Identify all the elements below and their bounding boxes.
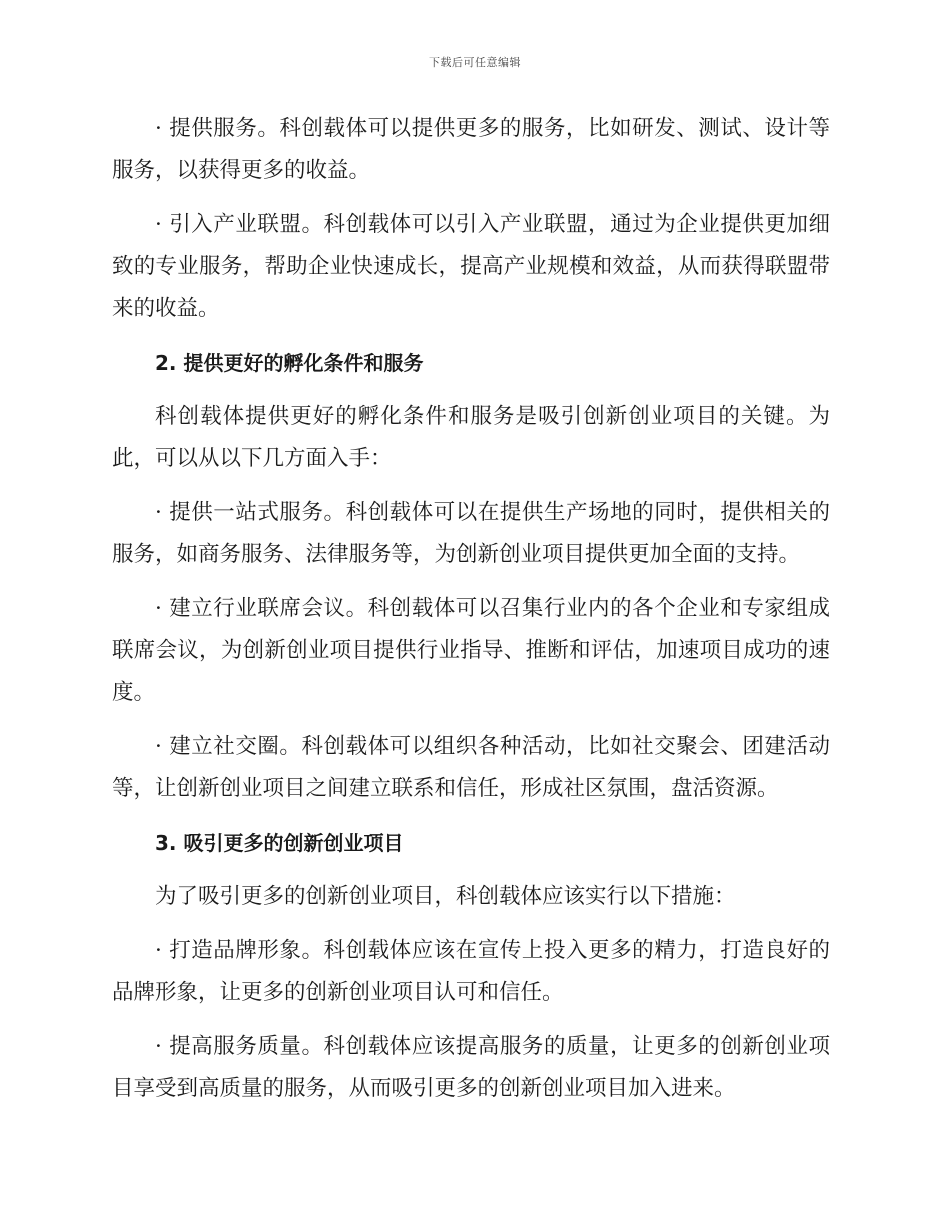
paragraph-brand-image: · 打造品牌形象。科创载体应该在宣传上投入更多的精力，打造良好的品牌形象，让更多的创新创业项目认可和信任。: [112, 938, 830, 1005]
paragraph-industry-alliance: · 引入产业联盟。科创载体可以引入产业联盟，通过为企业提供更加细致的专业服务，帮助企业快速成长，提高产业规模和效益，从而获得联盟带来的收益。: [112, 212, 830, 321]
document-body: [112, 108, 830, 1122]
page-header: 下载后可任意编辑: [429, 56, 521, 69]
paragraph-joint-conference: · 建立行业联席会议。科创载体可以召集行业内的各个企业和专家组成联席会议，为创新创业项目提供行业指导、推断和评估，加速项目成功的速度。: [112, 596, 830, 705]
paragraph-one-stop-service: · 提供一站式服务。科创载体可以在提供生产场地的同时，提供相关的服务，如商务服务、法律服务等，为创新创业项目提供更加全面的支持。: [112, 500, 830, 567]
section-heading-incubation: 2. 提供更好的孵化条件和服务: [155, 351, 424, 375]
paragraph-social-circle: · 建立社交圈。科创载体可以组织各种活动，比如社交聚会、团建活动等，让创新创业项目之间建立联系和信任，形成社区氛围，盘活资源。: [112, 734, 830, 801]
paragraph-service-quality: · 提高服务质量。科创载体应该提高服务的质量，让更多的创新创业项目享受到高质量的服务，从而吸引更多的创新创业项目加入进来。: [112, 1034, 830, 1101]
section-heading-attract-projects: 3. 吸引更多的创新创业项目: [155, 831, 404, 855]
paragraph-incubation-intro: 科创载体提供更好的孵化条件和服务是吸引创新创业项目的关键。为此，可以从以下几方面入手：: [112, 404, 830, 471]
paragraph-attract-intro: 为了吸引更多的创新创业项目，科创载体应该实行以下措施：: [155, 884, 736, 909]
paragraph-provide-services: · 提供服务。科创载体可以提供更多的服务，比如研发、测试、设计等服务，以获得更多的收益。: [112, 116, 830, 183]
